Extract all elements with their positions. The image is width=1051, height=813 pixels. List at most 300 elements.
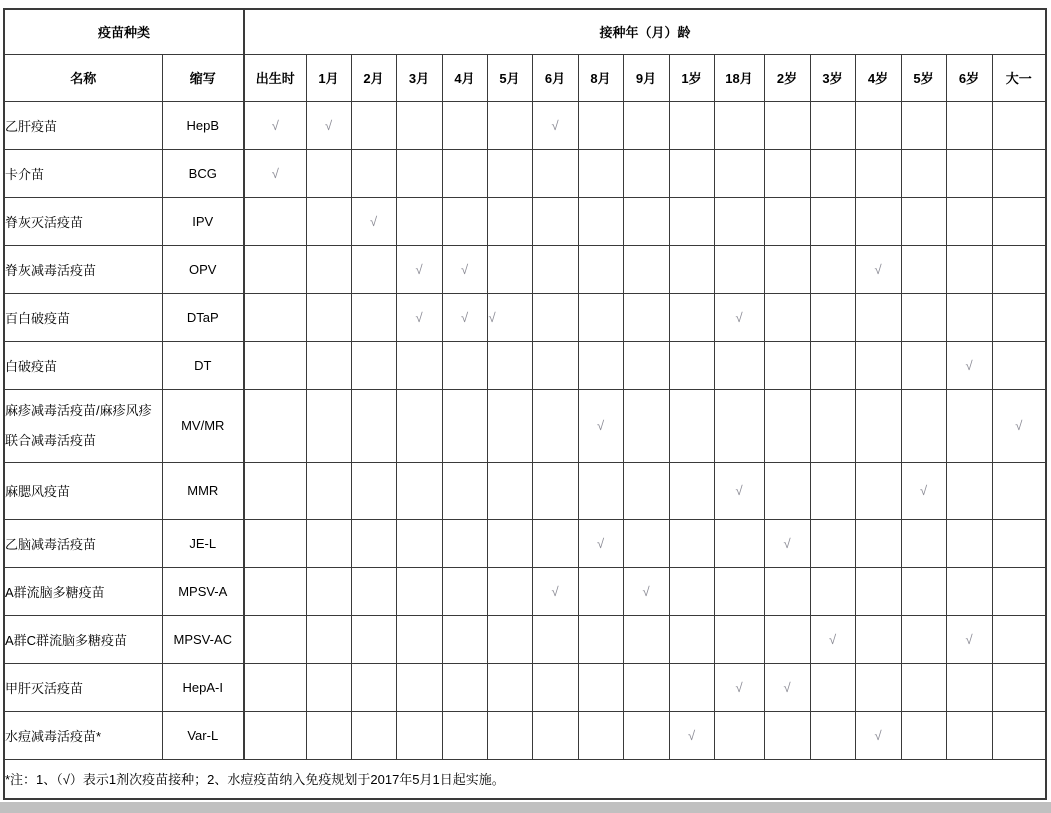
- empty-cell: [901, 389, 946, 462]
- empty-cell: [810, 149, 855, 197]
- table-row: [4, 663, 1046, 711]
- empty-cell: [578, 711, 623, 759]
- empty-cell: [901, 341, 946, 389]
- empty-cell: [946, 245, 992, 293]
- empty-cell: [487, 197, 532, 245]
- empty-cell: [714, 197, 764, 245]
- empty-cell: [669, 341, 714, 389]
- empty-cell: [623, 462, 669, 519]
- empty-cell: [306, 293, 351, 341]
- empty-cell: [855, 462, 901, 519]
- empty-cell: [992, 293, 1046, 341]
- check-mark: √: [488, 309, 496, 325]
- check-cell: [396, 245, 442, 293]
- table-row: [4, 567, 1046, 615]
- empty-cell: [764, 293, 810, 341]
- check-cell: [992, 389, 1046, 462]
- empty-cell: [669, 197, 714, 245]
- empty-cell: [306, 663, 351, 711]
- vaccine-name-cell: 乙肝疫苗: [4, 101, 162, 149]
- check-mark: √: [783, 535, 791, 551]
- empty-cell: [532, 389, 578, 462]
- empty-cell: [992, 519, 1046, 567]
- empty-cell: [442, 519, 487, 567]
- table-row: [4, 615, 1046, 663]
- empty-cell: [901, 197, 946, 245]
- age-column-header: 6岁: [946, 54, 992, 101]
- empty-cell: [578, 197, 623, 245]
- empty-cell: [306, 567, 351, 615]
- empty-cell: [901, 663, 946, 711]
- check-cell: [714, 663, 764, 711]
- empty-cell: [810, 293, 855, 341]
- empty-cell: [855, 567, 901, 615]
- age-column-header: 8月: [578, 54, 623, 101]
- vaccine-name-cell: 麻腮风疫苗: [4, 462, 162, 519]
- check-mark: √: [735, 483, 743, 498]
- empty-cell: [396, 663, 442, 711]
- check-mark: √: [324, 117, 333, 133]
- empty-cell: [810, 663, 855, 711]
- check-mark: √: [965, 631, 973, 647]
- empty-cell: [442, 197, 487, 245]
- check-cell: [623, 567, 669, 615]
- vaccine-abbr-cell: MMR: [162, 462, 244, 519]
- empty-cell: [487, 711, 532, 759]
- check-cell: [578, 519, 623, 567]
- empty-cell: [714, 149, 764, 197]
- empty-cell: [810, 567, 855, 615]
- check-mark: √: [965, 357, 973, 373]
- check-mark: √: [783, 679, 791, 695]
- empty-cell: [764, 389, 810, 462]
- empty-cell: [578, 101, 623, 149]
- empty-cell: [532, 663, 578, 711]
- empty-cell: [532, 462, 578, 519]
- table-row: [4, 149, 1046, 197]
- empty-cell: [396, 389, 442, 462]
- empty-cell: [714, 101, 764, 149]
- empty-cell: [532, 197, 578, 245]
- empty-cell: [992, 101, 1046, 149]
- empty-cell: [351, 663, 396, 711]
- table-row: [4, 101, 1046, 149]
- empty-cell: [306, 245, 351, 293]
- age-column-header: 大一: [992, 54, 1046, 101]
- check-mark: √: [460, 261, 469, 277]
- check-mark: √: [271, 165, 279, 181]
- empty-cell: [244, 293, 306, 341]
- vaccine-abbr-cell: MPSV-AC: [162, 615, 244, 663]
- empty-cell: [487, 101, 532, 149]
- empty-cell: [532, 149, 578, 197]
- empty-cell: [396, 519, 442, 567]
- empty-cell: [669, 245, 714, 293]
- empty-cell: [901, 567, 946, 615]
- empty-cell: [351, 615, 396, 663]
- empty-cell: [351, 462, 396, 519]
- vaccine-type-header: 疫苗种类: [4, 9, 244, 54]
- header-row-groups: [4, 9, 1046, 54]
- empty-cell: [532, 711, 578, 759]
- empty-cell: [578, 462, 623, 519]
- vaccine-abbr-cell: BCG: [162, 149, 244, 197]
- empty-cell: [992, 462, 1046, 519]
- empty-cell: [244, 567, 306, 615]
- empty-cell: [578, 615, 623, 663]
- empty-cell: [764, 149, 810, 197]
- age-column-header: 4岁: [855, 54, 901, 101]
- empty-cell: [487, 462, 532, 519]
- check-cell: [306, 101, 351, 149]
- empty-cell: [714, 245, 764, 293]
- check-cell: [764, 663, 810, 711]
- empty-cell: [306, 341, 351, 389]
- empty-cell: [714, 389, 764, 462]
- table-header: [4, 9, 1046, 101]
- age-column-header: 2岁: [764, 54, 810, 101]
- empty-cell: [623, 101, 669, 149]
- vaccine-name-cell: A群C群流脑多糖疫苗: [4, 615, 162, 663]
- vaccine-abbr-cell: DT: [162, 341, 244, 389]
- table-row: [4, 197, 1046, 245]
- empty-cell: [901, 101, 946, 149]
- empty-cell: [578, 293, 623, 341]
- empty-cell: [623, 711, 669, 759]
- empty-cell: [669, 462, 714, 519]
- empty-cell: [306, 615, 351, 663]
- check-mark: √: [271, 117, 279, 133]
- empty-cell: [396, 567, 442, 615]
- header-row-columns: [4, 54, 1046, 101]
- age-column-header: 18月: [714, 54, 764, 101]
- empty-cell: [351, 149, 396, 197]
- empty-cell: [396, 197, 442, 245]
- check-cell: [442, 293, 487, 341]
- empty-cell: [306, 389, 351, 462]
- empty-cell: [578, 149, 623, 197]
- empty-cell: [810, 462, 855, 519]
- check-cell: [714, 462, 764, 519]
- check-mark: √: [369, 213, 378, 229]
- empty-cell: [442, 389, 487, 462]
- check-cell: [669, 711, 714, 759]
- table-row: [4, 245, 1046, 293]
- empty-cell: [992, 711, 1046, 759]
- empty-cell: [396, 149, 442, 197]
- empty-cell: [244, 663, 306, 711]
- empty-cell: [578, 663, 623, 711]
- empty-cell: [351, 101, 396, 149]
- age-column-header: 2月: [351, 54, 396, 101]
- empty-cell: [623, 149, 669, 197]
- empty-cell: [714, 567, 764, 615]
- empty-cell: [532, 519, 578, 567]
- empty-cell: [901, 149, 946, 197]
- vaccine-name-cell: 甲肝灭活疫苗: [4, 663, 162, 711]
- check-mark: √: [874, 261, 882, 277]
- empty-cell: [992, 245, 1046, 293]
- empty-cell: [244, 389, 306, 462]
- table-footer: [4, 759, 1046, 799]
- table-row: [4, 519, 1046, 567]
- check-cell: [244, 149, 306, 197]
- vaccine-name-cell: 脊灰减毒活疫苗: [4, 245, 162, 293]
- age-column-header: 4月: [442, 54, 487, 101]
- empty-cell: [946, 197, 992, 245]
- check-cell: [810, 615, 855, 663]
- empty-cell: [623, 293, 669, 341]
- empty-cell: [623, 245, 669, 293]
- vaccine-name-cell: 百白破疫苗: [4, 293, 162, 341]
- check-mark: √: [551, 117, 559, 133]
- empty-cell: [578, 341, 623, 389]
- empty-cell: [442, 711, 487, 759]
- empty-cell: [855, 197, 901, 245]
- vaccine-name-cell: 乙脑减毒活疫苗: [4, 519, 162, 567]
- empty-cell: [669, 149, 714, 197]
- empty-cell: [714, 341, 764, 389]
- check-mark: √: [828, 631, 837, 647]
- check-cell: [946, 615, 992, 663]
- vaccine-name-cell: 白破疫苗: [4, 341, 162, 389]
- empty-cell: [532, 293, 578, 341]
- abbr-column-header: 缩写: [162, 54, 244, 101]
- empty-cell: [306, 149, 351, 197]
- empty-cell: [901, 519, 946, 567]
- table-row: [4, 711, 1046, 759]
- check-cell: [764, 519, 810, 567]
- vaccine-abbr-cell: MV/MR: [162, 389, 244, 462]
- empty-cell: [669, 663, 714, 711]
- empty-cell: [855, 293, 901, 341]
- empty-cell: [764, 615, 810, 663]
- empty-cell: [244, 615, 306, 663]
- check-mark: √: [642, 583, 650, 599]
- empty-cell: [810, 197, 855, 245]
- empty-cell: [351, 389, 396, 462]
- age-column-header: 5岁: [901, 54, 946, 101]
- empty-cell: [442, 101, 487, 149]
- empty-cell: [306, 711, 351, 759]
- age-span-header: 接种年（月）龄: [244, 9, 1046, 54]
- empty-cell: [992, 567, 1046, 615]
- empty-cell: [442, 462, 487, 519]
- check-mark: √: [735, 679, 743, 695]
- empty-cell: [764, 711, 810, 759]
- check-mark: √: [415, 261, 423, 277]
- empty-cell: [306, 462, 351, 519]
- empty-cell: [992, 341, 1046, 389]
- empty-cell: [487, 519, 532, 567]
- age-column-header: 5月: [487, 54, 532, 101]
- empty-cell: [442, 567, 487, 615]
- empty-cell: [946, 462, 992, 519]
- age-column-header: 出生时: [244, 54, 306, 101]
- vaccine-abbr-cell: HepA-I: [162, 663, 244, 711]
- footnote-row: [4, 759, 1046, 799]
- empty-cell: [487, 567, 532, 615]
- vaccine-name-cell: 麻疹减毒活疫苗/麻疹风疹联合减毒活疫苗: [4, 389, 162, 462]
- check-mark: √: [551, 583, 559, 599]
- empty-cell: [810, 389, 855, 462]
- empty-cell: [244, 519, 306, 567]
- empty-cell: [810, 711, 855, 759]
- empty-cell: [992, 197, 1046, 245]
- check-cell: [351, 197, 396, 245]
- empty-cell: [946, 293, 992, 341]
- empty-cell: [810, 341, 855, 389]
- empty-cell: [992, 149, 1046, 197]
- empty-cell: [946, 567, 992, 615]
- age-column-header: 6月: [532, 54, 578, 101]
- vaccine-abbr-cell: Var-L: [162, 711, 244, 759]
- check-mark: √: [596, 535, 605, 551]
- empty-cell: [855, 149, 901, 197]
- empty-cell: [578, 567, 623, 615]
- table-row: [4, 462, 1046, 519]
- empty-cell: [351, 341, 396, 389]
- name-column-header: 名称: [4, 54, 162, 101]
- empty-cell: [946, 149, 992, 197]
- empty-cell: [669, 389, 714, 462]
- empty-cell: [487, 149, 532, 197]
- empty-cell: [623, 519, 669, 567]
- empty-cell: [764, 567, 810, 615]
- empty-cell: [669, 293, 714, 341]
- check-mark: √: [874, 727, 882, 743]
- empty-cell: [714, 519, 764, 567]
- empty-cell: [764, 462, 810, 519]
- empty-cell: [623, 341, 669, 389]
- vaccine-abbr-cell: JE-L: [162, 519, 244, 567]
- footnote-text: *注：1、（√）表示1剂次疫苗接种；2、水痘疫苗纳入免疫规划于2017年5月1日起实施。: [4, 759, 1046, 799]
- empty-cell: [946, 519, 992, 567]
- empty-cell: [578, 245, 623, 293]
- empty-cell: [244, 197, 306, 245]
- empty-cell: [714, 615, 764, 663]
- empty-cell: [396, 341, 442, 389]
- check-cell: [244, 101, 306, 149]
- table-body: [4, 101, 1046, 759]
- empty-cell: [532, 245, 578, 293]
- age-column-header: 1月: [306, 54, 351, 101]
- empty-cell: [669, 567, 714, 615]
- empty-cell: [396, 711, 442, 759]
- empty-cell: [714, 711, 764, 759]
- empty-cell: [244, 341, 306, 389]
- empty-cell: [901, 293, 946, 341]
- check-cell: [578, 389, 623, 462]
- empty-cell: [992, 663, 1046, 711]
- vaccine-name-cell: A群流脑多糖疫苗: [4, 567, 162, 615]
- check-mark: √: [415, 309, 423, 325]
- empty-cell: [487, 341, 532, 389]
- empty-cell: [351, 519, 396, 567]
- vaccine-abbr-cell: MPSV-A: [162, 567, 244, 615]
- check-mark: √: [460, 309, 469, 325]
- empty-cell: [810, 101, 855, 149]
- empty-cell: [810, 245, 855, 293]
- empty-cell: [669, 615, 714, 663]
- age-column-header: 1岁: [669, 54, 714, 101]
- check-cell: [396, 293, 442, 341]
- empty-cell: [901, 711, 946, 759]
- check-cell: [714, 293, 764, 341]
- check-cell: [532, 101, 578, 149]
- empty-cell: [487, 615, 532, 663]
- vaccine-abbr-cell: HepB: [162, 101, 244, 149]
- empty-cell: [855, 663, 901, 711]
- age-column-header: 9月: [623, 54, 669, 101]
- empty-cell: [442, 615, 487, 663]
- empty-cell: [901, 615, 946, 663]
- check-cell: [901, 462, 946, 519]
- check-cell: [442, 245, 487, 293]
- vaccine-name-cell: 卡介苗: [4, 149, 162, 197]
- empty-cell: [487, 245, 532, 293]
- empty-cell: [396, 101, 442, 149]
- empty-cell: [669, 519, 714, 567]
- empty-cell: [992, 615, 1046, 663]
- empty-cell: [244, 462, 306, 519]
- check-mark: √: [919, 483, 928, 498]
- empty-cell: [306, 197, 351, 245]
- table-row: [4, 389, 1046, 462]
- empty-cell: [855, 519, 901, 567]
- age-column-header: 3月: [396, 54, 442, 101]
- bottom-edge-strip: [0, 802, 1051, 813]
- empty-cell: [306, 519, 351, 567]
- check-mark: √: [735, 309, 743, 325]
- vaccine-abbr-cell: DTaP: [162, 293, 244, 341]
- empty-cell: [244, 245, 306, 293]
- check-mark: √: [1015, 418, 1023, 433]
- vaccination-schedule-table: [3, 8, 1047, 800]
- empty-cell: [442, 663, 487, 711]
- check-cell: [946, 341, 992, 389]
- empty-cell: [946, 663, 992, 711]
- vaccine-name-cell: 水痘减毒活疫苗*: [4, 711, 162, 759]
- vaccine-name-cell: 脊灰灭活疫苗: [4, 197, 162, 245]
- empty-cell: [351, 711, 396, 759]
- empty-cell: [901, 245, 946, 293]
- empty-cell: [764, 245, 810, 293]
- empty-cell: [623, 389, 669, 462]
- empty-cell: [946, 101, 992, 149]
- empty-cell: [946, 711, 992, 759]
- empty-cell: [532, 615, 578, 663]
- empty-cell: [764, 197, 810, 245]
- table-row: [4, 341, 1046, 389]
- vaccine-abbr-cell: IPV: [162, 197, 244, 245]
- empty-cell: [946, 389, 992, 462]
- empty-cell: [623, 197, 669, 245]
- empty-cell: [855, 341, 901, 389]
- empty-cell: [855, 615, 901, 663]
- empty-cell: [351, 245, 396, 293]
- empty-cell: [351, 293, 396, 341]
- empty-cell: [855, 101, 901, 149]
- check-mark: √: [596, 418, 605, 433]
- empty-cell: [442, 341, 487, 389]
- empty-cell: [764, 101, 810, 149]
- empty-cell: [244, 711, 306, 759]
- check-cell: [487, 293, 532, 341]
- empty-cell: [764, 341, 810, 389]
- empty-cell: [623, 615, 669, 663]
- empty-cell: [487, 389, 532, 462]
